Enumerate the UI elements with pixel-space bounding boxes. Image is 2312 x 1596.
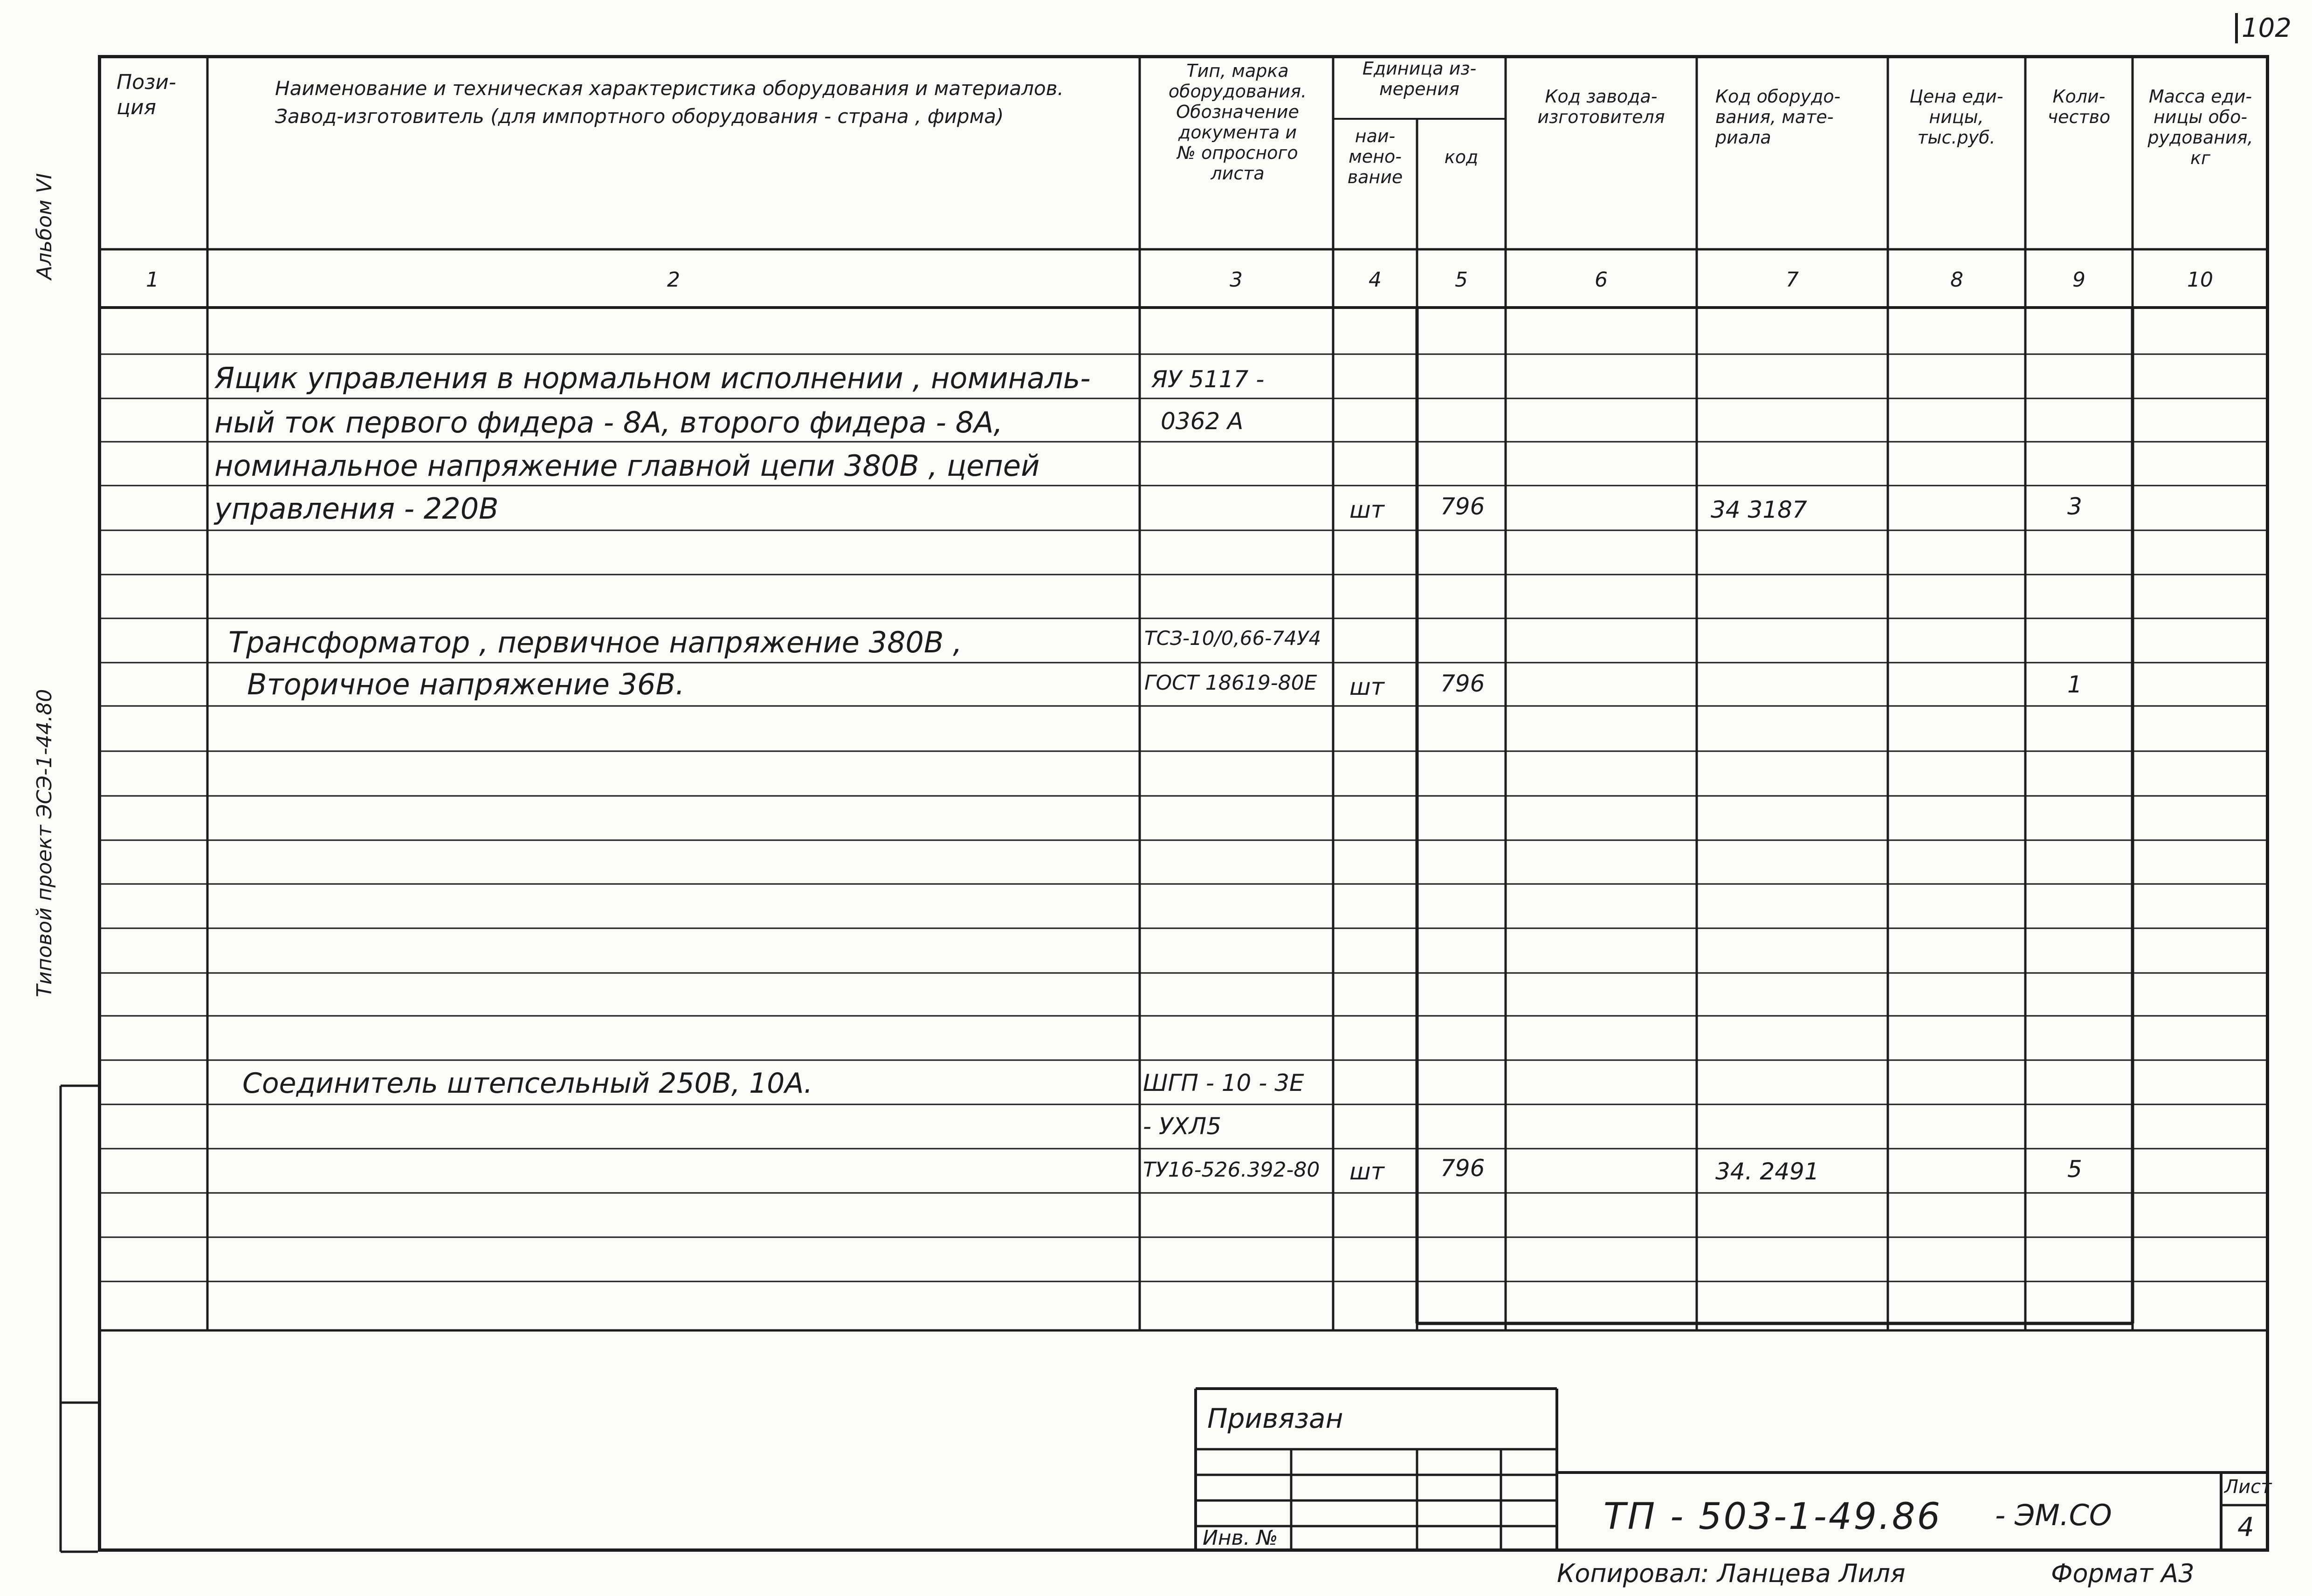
header-plant-code: Код завода- изготовителя — [1537, 86, 1665, 127]
item1-equipment-code: 34 3187 — [1711, 496, 1807, 523]
header-mass: Масса еди- ницы обо- рудования, кг — [2147, 86, 2253, 168]
item3-quantity: 5 — [2067, 1156, 2082, 1183]
item2-quantity: 1 — [2067, 671, 2082, 698]
item2-standard: ГОСТ 18619-80Е — [1144, 671, 1317, 695]
column-number: 10 — [2187, 268, 2213, 292]
header-position: Пози- ция — [117, 70, 176, 119]
header-unit-name: наи- мено- вание — [1347, 126, 1403, 187]
item1-description-line: управления - 220В — [214, 492, 499, 526]
column-number: 4 — [1369, 268, 1382, 292]
item2-type: ТСЗ-10/0,66-74У4 — [1144, 627, 1321, 650]
column-number: 8 — [1950, 268, 1963, 292]
column-number: 9 — [2072, 268, 2085, 292]
side-album-label: Альбом VI — [33, 173, 56, 280]
document-code: ТП - 503-1-49.86 — [1603, 1496, 1942, 1538]
item1-description-line: ный ток первого фидера - 8А, второго фидера - 8А, — [214, 405, 1003, 439]
column-number: 2 — [667, 268, 680, 292]
column-number: 5 — [1455, 268, 1468, 292]
column-number: 3 — [1230, 268, 1243, 292]
item3-unit: шт — [1349, 1158, 1384, 1185]
header-type: Тип, марка оборудования. Обозначение документа и № опросного листа — [1168, 61, 1307, 184]
item1-description-line: номинальное напряжение главной цепи 380В , цепей — [214, 449, 1040, 483]
item2-description-line: Вторичное напряжение 36В. — [247, 667, 685, 701]
page-number: 102 — [2235, 13, 2291, 43]
header-quantity: Коли- чество — [2047, 86, 2111, 127]
item1-type: ЯУ 5117 - — [1151, 366, 1265, 393]
item1-quantity: 3 — [2067, 493, 2082, 520]
item2-description-line: Трансформатор , первичное напряжение 380В , — [228, 625, 962, 659]
sheet-label: Лист — [2224, 1476, 2272, 1498]
header-equipment-code: Код оборудо- вания, мате- риала — [1715, 86, 1841, 148]
item3-type: - УХЛ5 — [1143, 1113, 1222, 1140]
header-units: Единица из- мерения — [1362, 58, 1477, 99]
column-number: 6 — [1595, 268, 1608, 292]
item3-description-line: Соединитель штепсельный 250В, 10А. — [242, 1067, 813, 1100]
header-price: Цена еди- ницы, тыс.руб. — [1909, 86, 2003, 148]
item1-unit: шт — [1349, 496, 1384, 523]
sheet-number: 4 — [2237, 1512, 2254, 1542]
item2-unit-code: 796 — [1440, 670, 1485, 697]
item1-unit-code: 796 — [1440, 493, 1485, 520]
footer-copied-by: Копировал: Ланцева Лиля — [1557, 1559, 1906, 1588]
item3-type: ШГП - 10 - 3Е — [1143, 1069, 1304, 1096]
side-project-label: Типовой проект ЭСЭ-1-44.80 — [33, 689, 56, 997]
header-name: Наименование и техническая характеристика оборудования и материалов. Завод-изготовитель (для импортного оборудования - страна , фирма) — [275, 77, 1064, 128]
column-number: 7 — [1786, 268, 1799, 292]
item1-description-line: Ящик управления в нормальном исполнении , номиналь- — [214, 361, 1091, 395]
document-section: - ЭМ.СО — [1995, 1498, 2112, 1532]
item1-type: 0362 А — [1161, 408, 1244, 435]
stamp-inventory-label: Инв. № — [1203, 1526, 1278, 1550]
item3-equipment-code: 34. 2491 — [1715, 1158, 1819, 1185]
item3-standard: ТУ16-526.392-80 — [1143, 1158, 1320, 1182]
item3-unit-code: 796 — [1440, 1155, 1485, 1182]
header-unit-code: код — [1444, 147, 1479, 167]
column-number: 1 — [146, 268, 159, 292]
stamp-bound-label: Привязан — [1207, 1403, 1343, 1434]
footer-format: Формат А3 — [2051, 1559, 2195, 1588]
item2-unit: шт — [1349, 673, 1384, 700]
